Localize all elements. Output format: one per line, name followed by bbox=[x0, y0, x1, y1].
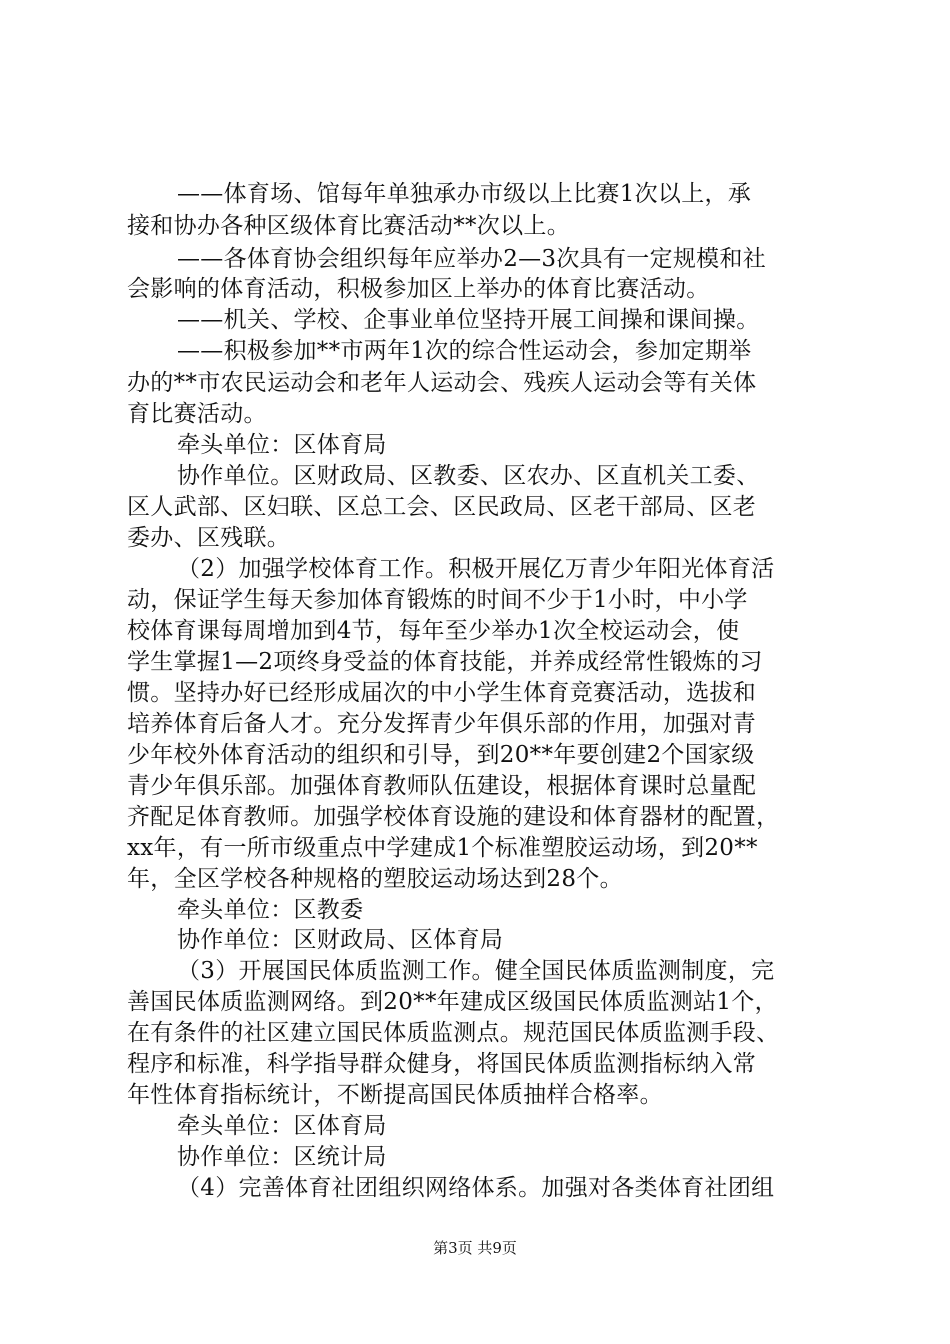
text-line: ——积极参加**市两年1次的综合性运动会，参加定期举 bbox=[177, 338, 752, 364]
text-line: 牵头单位：区教委 bbox=[177, 897, 364, 923]
text-line: 协作单位：区财政局、区体育局 bbox=[177, 927, 504, 953]
text-line: ——机关、学校、企事业单位坚持开展工间操和课间操。 bbox=[177, 307, 760, 333]
text-line: 惯。坚持办好已经形成届次的中小学生体育竞赛活动，选拔和 bbox=[127, 680, 757, 706]
text-line: 接和协办各种区级体育比赛活动**次以上。 bbox=[127, 213, 570, 239]
text-line: 区人武部、区妇联、区总工会、区民政局、区老干部局、区老 bbox=[127, 494, 757, 520]
text-line: xx年，有一所市级重点中学建成1个标准塑胶运动场，到20** bbox=[127, 835, 758, 861]
text-line: 委办、区残联。 bbox=[127, 525, 291, 551]
text-line: （4）完善体育社团组织网络体系。加强对各类体育社团组 bbox=[177, 1175, 775, 1201]
text-line: 培养体育后备人才。充分发挥青少年俱乐部的作用，加强对青 bbox=[127, 711, 757, 737]
text-line: 程序和标准，科学指导群众健身，将国民体质监测指标纳入常 bbox=[127, 1051, 757, 1077]
text-line: 在有条件的社区建立国民体质监测点。规范国民体质监测手段、 bbox=[127, 1020, 780, 1046]
text-line: 办的**市农民运动会和老年人运动会、残疾人运动会等有关体 bbox=[127, 370, 757, 396]
text-line: 善国民体质监测网络。到20**年建成区级国民体质监测站1个， bbox=[127, 989, 778, 1015]
text-line: 齐配足体育教师。加强学校体育设施的建设和体育器材的配置， bbox=[127, 804, 780, 830]
text-line: 年性体育指标统计，不断提高国民体质抽样合格率。 bbox=[127, 1082, 663, 1108]
text-line: （2）加强学校体育工作。积极开展亿万青少年阳光体育活 bbox=[177, 556, 775, 582]
text-line: （3）开展国民体质监测工作。健全国民体质监测制度，完 bbox=[177, 958, 775, 984]
text-line: 会影响的体育活动，积极参加区上举办的体育比赛活动。 bbox=[127, 276, 710, 302]
text-line: 协作单位：区统计局 bbox=[177, 1144, 387, 1170]
text-line: 年，全区学校各种规格的塑胶运动场达到28个。 bbox=[127, 866, 623, 892]
text-line: ——体育场、馆每年单独承办市级以上比赛1次以上，承 bbox=[177, 181, 752, 207]
text-line: 动，保证学生每天参加体育锻炼的时间不少于1小时，中小学 bbox=[127, 587, 748, 613]
page-footer: 第3页 共9页 bbox=[433, 1239, 517, 1257]
text-line: 牵头单位：区体育局 bbox=[177, 1113, 387, 1139]
text-line: ——各体育协会组织每年应举办2—3次具有一定规模和社 bbox=[177, 246, 767, 272]
text-line: 育比赛活动。 bbox=[127, 401, 267, 427]
text-line: 学生掌握1—2项终身受益的体育技能，并养成经常性锻炼的习 bbox=[127, 649, 763, 675]
text-line: 牵头单位：区体育局 bbox=[177, 432, 387, 458]
text-line: 少年校外体育活动的组织和引导，到20**年要创建2个国家级 bbox=[127, 742, 755, 768]
text-line: 协作单位。区财政局、区教委、区农办、区直机关工委、 bbox=[177, 463, 760, 489]
text-line: 校体育课每周增加到4节，每年至少举办1次全校运动会，使 bbox=[127, 618, 740, 644]
text-line: 青少年俱乐部。加强体育教师队伍建设，根据体育课时总量配 bbox=[127, 773, 757, 799]
